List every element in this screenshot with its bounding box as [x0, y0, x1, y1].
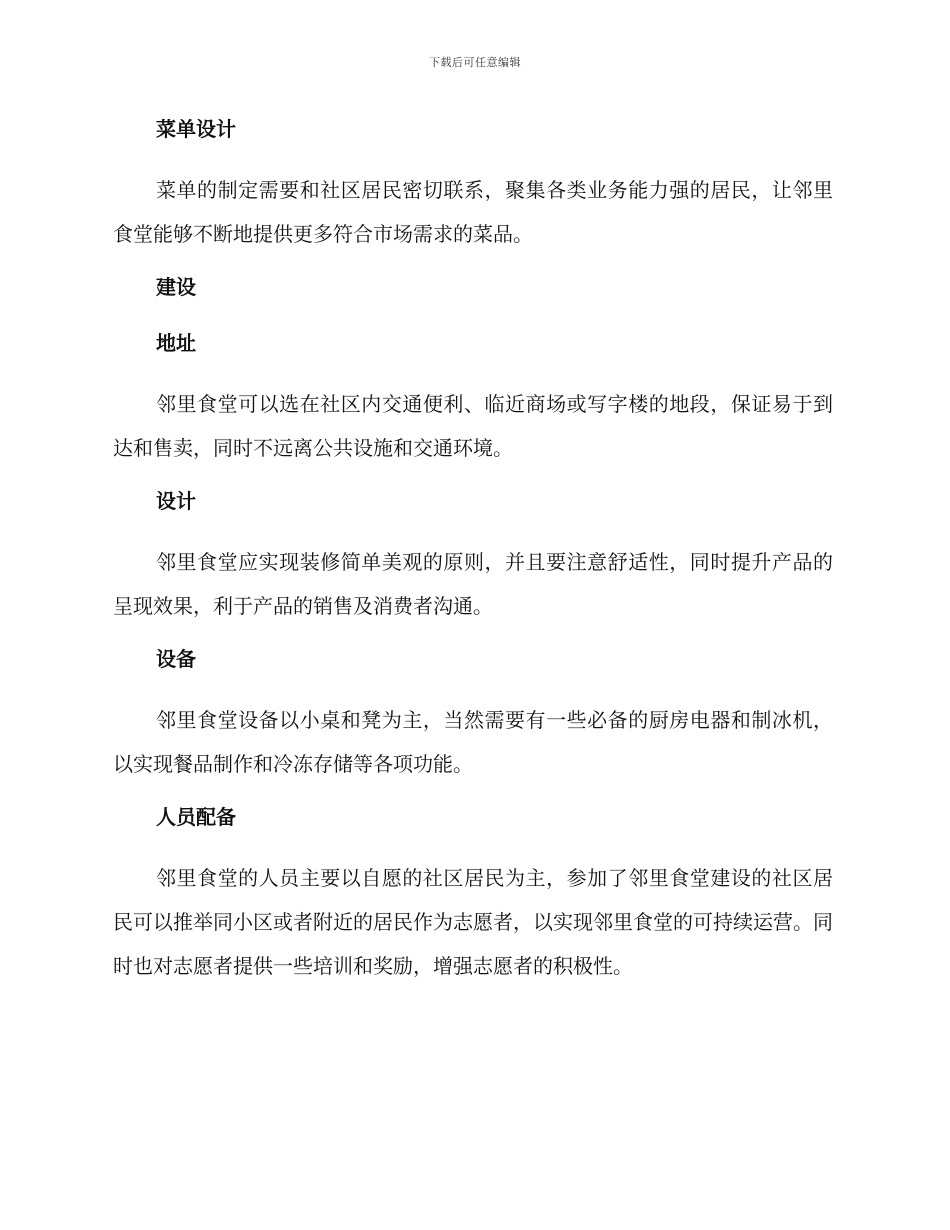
paragraph-design: 邻里食堂应实现装修简单美观的原则，并且要注意舒适性，同时提升产品的呈现效果，利于产品的销售及消费者沟通。 [113, 550, 833, 618]
heading-construction: 建设 [156, 275, 196, 299]
paragraph-menu-design: 菜单的制定需要和社区居民密切联系，聚集各类业务能力强的居民，让邻里食堂能够不断地提供更多符合市场需求的菜品。 [113, 178, 833, 246]
heading-equipment: 设备 [156, 647, 196, 671]
paragraph-equipment: 邻里食堂设备以小桌和凳为主，当然需要有一些必备的厨房电器和制冰机，以实现餐品制作和冷冻存储等各项功能。 [113, 708, 833, 776]
paragraph-staffing: 邻里食堂的人员主要以自愿的社区居民为主，参加了邻里食堂建设的社区居民可以推举同小区或者附近的居民作为志愿者，以实现邻里食堂的可持续运营。同时也对志愿者提供一些培训和奖励，增强志愿者的积极性。 [113, 866, 833, 978]
heading-staffing: 人员配备 [156, 805, 236, 829]
header-note: 下载后可任意编辑 [429, 56, 521, 69]
paragraph-address: 邻里食堂可以选在社区内交通便利、临近商场或写字楼的地段，保证易于到达和售卖，同时不远离公共设施和交通环境。 [113, 392, 833, 460]
document-body [113, 112, 833, 1002]
heading-address: 地址 [156, 331, 196, 355]
heading-design: 设计 [156, 489, 196, 513]
heading-menu-design: 菜单设计 [156, 117, 236, 141]
